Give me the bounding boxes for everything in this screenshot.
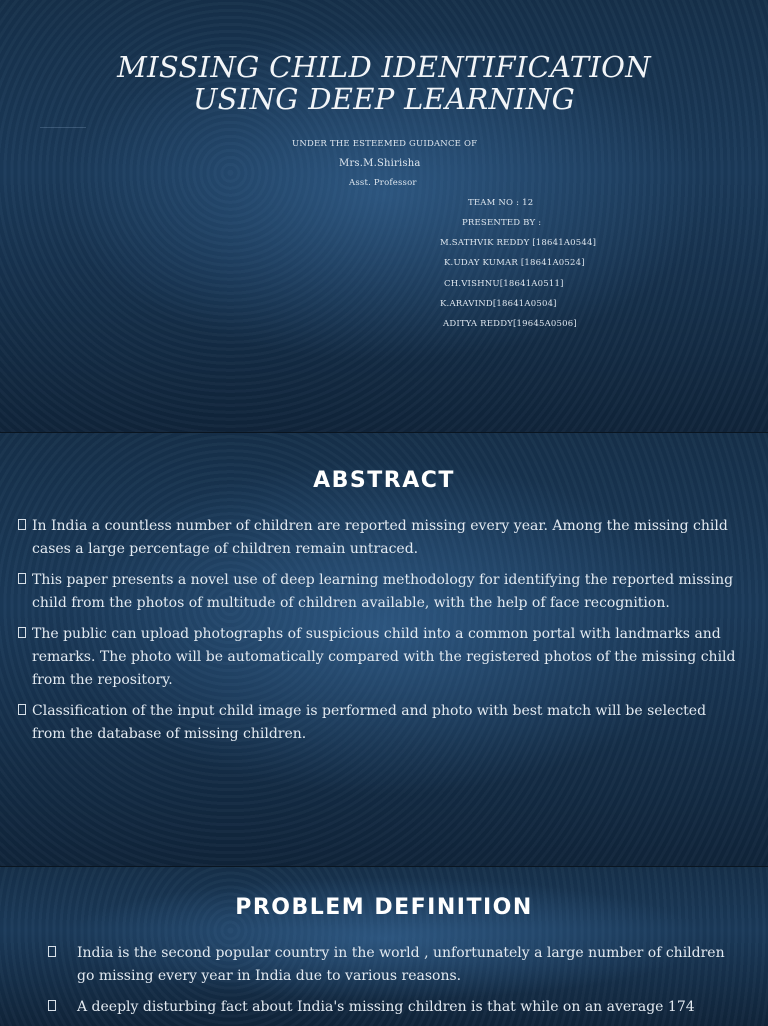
team-member: K.ARAVIND[18641A0504]	[440, 299, 557, 309]
bullet-icon	[18, 519, 26, 530]
team-number: TEAM NO : 12	[468, 198, 534, 208]
presented-by-label: PRESENTED BY :	[462, 218, 542, 228]
list-item: India is the second popular country in the world , unfortunately a large number of children go missing every year in India due to various reasons.	[48, 942, 728, 988]
title-line-2: USING DEEP LEARNING	[192, 82, 576, 116]
team-member: K.UDAY KUMAR [18641A0524]	[444, 258, 585, 268]
slide-heading: ABSTRACT	[313, 468, 455, 493]
slide-heading: PROBLEM DEFINITION	[235, 895, 533, 920]
title-line-1: MISSING CHILD IDENTIFICATION	[117, 50, 651, 84]
bullet-icon	[18, 573, 26, 584]
bullet-icon	[48, 1000, 56, 1011]
decorative-line	[40, 127, 86, 128]
list-item: Classification of the input child image is performed and photo with best match will be selected from the database of missing children.	[18, 700, 738, 746]
list-item: This paper presents a novel use of deep learning methodology for identifying the reported missing child from the photos of multitude of children available, with the help of face recognition.	[18, 569, 738, 615]
problem-definition-slide	[0, 867, 768, 1026]
title-slide	[0, 0, 768, 432]
guide-role: Asst. Professor	[349, 178, 417, 188]
guidance-label: UNDER THE ESTEEMED GUIDANCE OF	[292, 139, 478, 149]
list-item: In India a countless number of children are reported missing every year. Among the missing child cases a large percentage of children remain untraced.	[18, 515, 738, 561]
bullet-list	[18, 515, 738, 754]
bullet-icon	[18, 704, 26, 715]
bullet-icon	[18, 627, 26, 638]
list-item: The public can upload photographs of suspicious child into a common portal with landmarks and remarks. The photo will be automatically compared with the registered photos of the missing child from the repository.	[18, 623, 738, 692]
abstract-slide	[0, 433, 768, 866]
team-member: M.SATHVIK REDDY [18641A0544]	[440, 238, 597, 248]
team-member: CH.VISHNU[18641A0511]	[444, 279, 564, 289]
guide-name: Mrs.M.Shirisha	[339, 158, 421, 169]
bullet-list	[48, 942, 728, 1026]
bullet-icon	[48, 946, 56, 957]
list-item: A deeply disturbing fact about India's missing children is that while on an average 174	[48, 996, 728, 1019]
team-member: ADITYA REDDY[19645A0506]	[443, 319, 577, 329]
